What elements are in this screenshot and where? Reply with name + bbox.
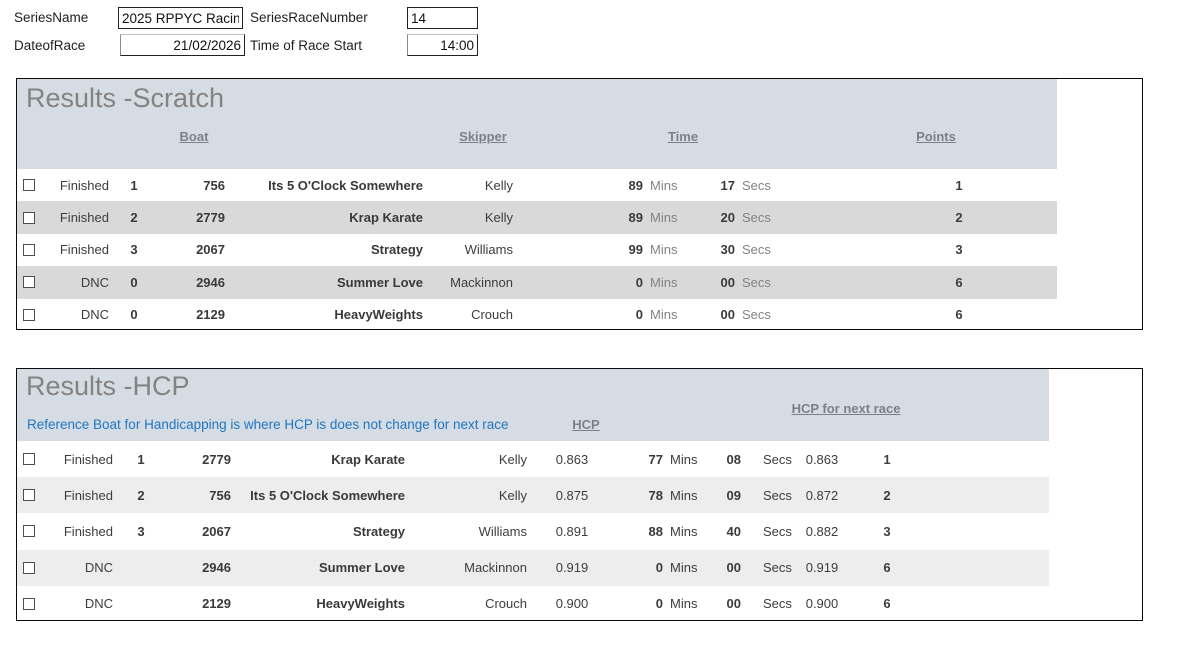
row-boat-name: Krap Karate [331,451,405,467]
row-boat-name: Summer Love [337,274,423,290]
row-points: 1 [955,177,963,193]
row-status: Finished [63,523,113,539]
row-position: 0 [130,307,138,323]
checkbox-icon[interactable] [23,562,35,574]
row-minutes-unit: Mins [670,487,698,503]
hcp-header-band [17,369,1049,441]
row-select-checkbox[interactable] [17,309,53,321]
row-seconds-value: 00 [726,596,741,612]
row-hcp-next-value: 0.900 [805,596,839,612]
hcp-rows [17,441,1049,622]
row-select-checkbox[interactable] [17,276,53,288]
row-minutes-unit: Mins [650,210,678,226]
row-position: 1 [137,451,145,467]
checkbox-icon[interactable] [23,244,35,256]
results-hcp-section [16,368,1143,621]
row-skipper: Kelly [498,487,527,503]
row-seconds-value: 00 [720,274,735,290]
row-select-checkbox[interactable] [17,598,53,610]
time-of-race-start-input[interactable] [407,34,478,56]
row-hcp-value: 0.875 [555,487,589,503]
row-position: 3 [130,242,138,258]
row-seconds-unit: Secs [763,451,792,467]
hcp-section-title: Results -HCP [26,371,190,401]
row-status: Finished [59,210,109,226]
row-boat-number: 756 [209,487,231,503]
row-boat-number: 2779 [202,451,231,467]
row-boat-number: 2129 [196,307,225,323]
row-minutes-value: 0 [655,596,663,612]
hcp-result-row [17,550,1049,586]
checkbox-icon[interactable] [23,598,35,610]
row-skipper: Mackinnon [464,560,527,576]
row-points: 3 [955,242,963,258]
row-minutes-value: 99 [628,242,643,258]
row-boat-name: Strategy [370,242,423,258]
row-status: Finished [59,177,109,193]
time-of-race-start-label: Time of Race Start [250,38,363,53]
row-minutes-unit: Mins [670,560,698,576]
row-select-checkbox[interactable] [17,562,53,574]
row-boat-name: HeavyWeights [334,307,423,323]
row-select-checkbox[interactable] [17,179,53,191]
hcp-column-header-hcp: HCP [572,417,600,432]
row-position: 1 [130,177,138,193]
row-seconds-unit: Secs [742,242,771,258]
row-boat-name: HeavyWeights [316,596,405,612]
row-skipper: Williams [478,523,527,539]
row-seconds-unit: Secs [763,523,792,539]
row-status: Finished [59,242,109,258]
series-name-input[interactable] [118,7,243,29]
results-scratch-section [16,78,1143,330]
row-minutes-unit: Mins [650,307,678,323]
row-boat-number: 756 [203,177,225,193]
row-skipper: Kelly [484,210,513,226]
hcp-column-header-hcp-next: HCP for next race [791,401,901,416]
series-race-number-label: SeriesRaceNumber [250,10,368,25]
scratch-column-header-points: Points [916,129,956,144]
row-minutes-unit: Mins [650,242,678,258]
scratch-result-row [17,201,1057,233]
checkbox-icon[interactable] [23,309,35,321]
row-points: 1 [883,451,891,467]
scratch-result-row [17,169,1057,201]
row-points: 6 [883,560,891,576]
row-minutes-value: 0 [655,560,663,576]
checkbox-icon[interactable] [23,489,35,501]
row-points: 2 [883,487,891,503]
hcp-result-row [17,441,1049,477]
row-points: 2 [955,210,963,226]
row-minutes-value: 78 [648,487,663,503]
checkbox-icon[interactable] [23,525,35,537]
date-of-race-input[interactable] [120,34,245,56]
row-seconds-unit: Secs [742,177,771,193]
scratch-column-header-boat: Boat [179,129,209,144]
row-status: DNC [84,596,113,612]
row-boat-name: Strategy [352,523,405,539]
row-skipper: Crouch [485,596,527,612]
hcp-result-row [17,513,1049,549]
row-skipper: Kelly [484,177,513,193]
row-points: 3 [883,523,891,539]
scratch-result-row [17,299,1057,331]
checkbox-icon[interactable] [23,276,35,288]
row-hcp-value: 0.863 [555,451,589,467]
row-select-checkbox[interactable] [17,244,53,256]
row-seconds-value: 20 [720,210,735,226]
row-hcp-next-value: 0.919 [805,560,839,576]
row-minutes-value: 0 [635,274,643,290]
row-boat-name: Its 5 O'Clock Somewhere [268,177,423,193]
row-points: 6 [955,307,963,323]
row-boat-number: 2067 [196,242,225,258]
row-seconds-value: 09 [726,487,741,503]
row-seconds-value: 00 [720,307,735,323]
row-skipper: Kelly [498,451,527,467]
row-skipper: Mackinnon [450,274,513,290]
hcp-result-row [17,586,1049,622]
row-boat-name: Krap Karate [349,210,423,226]
row-minutes-unit: Mins [670,596,698,612]
row-seconds-unit: Secs [763,560,792,576]
row-skipper: Crouch [471,307,513,323]
row-select-checkbox[interactable] [17,525,53,537]
row-boat-name: Its 5 O'Clock Somewhere [250,487,405,503]
date-of-race-label: DateofRace [14,38,86,53]
row-minutes-unit: Mins [670,523,698,539]
row-minutes-value: 88 [648,523,663,539]
row-seconds-value: 17 [720,177,735,193]
row-hcp-value: 0.891 [555,523,589,539]
row-hcp-value: 0.900 [555,596,589,612]
scratch-section-title: Results -Scratch [26,83,225,113]
row-seconds-unit: Secs [742,307,771,323]
row-boat-number: 2946 [202,560,231,576]
row-status: Finished [63,451,113,467]
row-minutes-unit: Mins [650,274,678,290]
row-seconds-unit: Secs [763,596,792,612]
checkbox-icon[interactable] [23,179,35,191]
row-points: 6 [955,274,963,290]
row-position: 0 [130,274,138,290]
row-minutes-value: 77 [648,451,663,467]
row-boat-number: 2067 [202,523,231,539]
row-boat-name: Summer Love [319,560,405,576]
row-hcp-value: 0.919 [555,560,589,576]
row-select-checkbox[interactable] [17,212,53,224]
row-hcp-next-value: 0.863 [805,451,839,467]
row-minutes-value: 89 [628,210,643,226]
row-hcp-next-value: 0.882 [805,523,839,539]
scratch-result-row [17,266,1057,298]
row-minutes-unit: Mins [650,177,678,193]
row-seconds-unit: Secs [763,487,792,503]
row-seconds-value: 40 [726,523,741,539]
row-hcp-next-value: 0.872 [805,487,839,503]
row-position: 3 [137,523,145,539]
scratch-result-row [17,234,1057,266]
scratch-column-header-time: Time [667,129,699,144]
row-boat-number: 2779 [196,210,225,226]
checkbox-icon[interactable] [23,212,35,224]
row-status: Finished [63,487,113,503]
checkbox-icon[interactable] [23,453,35,465]
scratch-rows [17,169,1057,331]
row-seconds-unit: Secs [742,210,771,226]
row-boat-number: 2129 [202,596,231,612]
scratch-header-band [17,79,1057,169]
hcp-reference-note: Reference Boat for Handicapping is where HCP is does not change for next race [27,417,509,432]
row-seconds-value: 30 [720,242,735,258]
row-minutes-value: 0 [635,307,643,323]
series-race-number-input[interactable] [407,7,478,29]
row-status: DNC [84,560,113,576]
row-seconds-unit: Secs [742,274,771,290]
row-select-checkbox[interactable] [17,489,53,501]
row-select-checkbox[interactable] [17,453,53,465]
hcp-result-row [17,477,1049,513]
row-position: 2 [130,210,138,226]
row-position: 2 [137,487,145,503]
row-status: DNC [80,274,109,290]
row-boat-number: 2946 [196,274,225,290]
row-skipper: Williams [464,242,513,258]
scratch-column-header-skipper: Skipper [459,129,507,144]
row-seconds-value: 00 [726,560,741,576]
series-name-label: SeriesName [14,10,89,25]
row-points: 6 [883,596,891,612]
row-seconds-value: 08 [726,451,741,467]
row-minutes-value: 89 [628,177,643,193]
row-status: DNC [80,307,109,323]
row-minutes-unit: Mins [670,451,698,467]
